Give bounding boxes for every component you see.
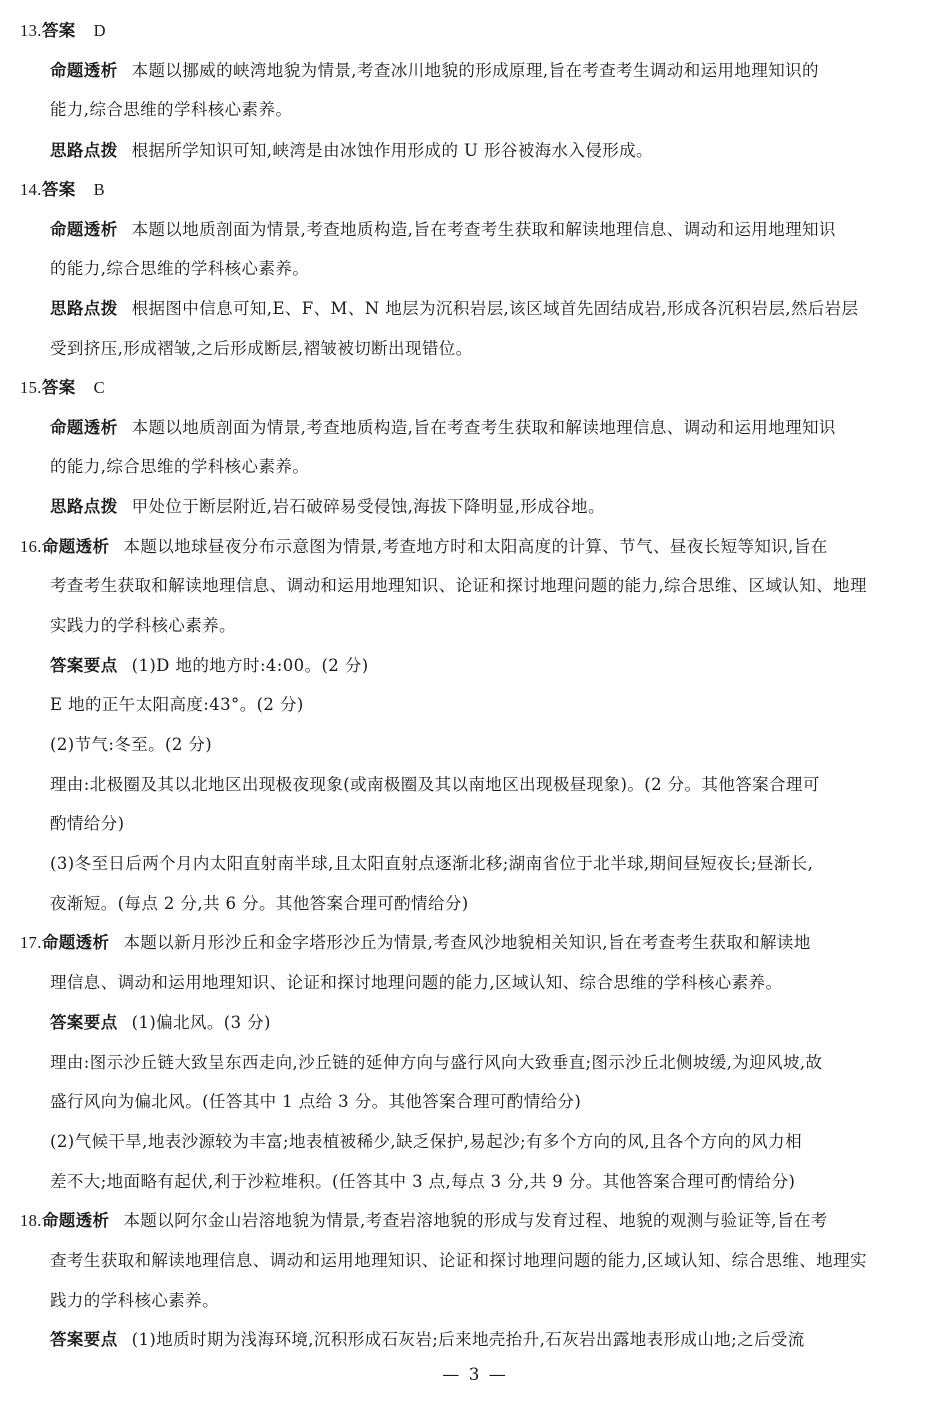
q18-analysis-line-1 xyxy=(20,1210,828,1232)
q18-key-first: (1)地质时期为浅海环境,沉积形成石灰岩;后来地壳抬升,石灰岩出露地表形成山地;之后受流 xyxy=(131,1330,805,1349)
q13-hint-line-1 xyxy=(50,140,653,162)
q13-hint-label: 思路点拨 xyxy=(50,141,118,160)
q16-key-line-4: 理由:北极圈及其以北地区出现极夜现象(或南极圈及其以南地区出现极昼现象)。(2 分。其他答案合理可 xyxy=(50,775,820,794)
q16-key-line-6: (3)冬至日后两个月内太阳直射南半球,且太阳直射点逐渐北移;湖南省位于北半球,期间昼短夜长;昼渐长, xyxy=(50,854,814,873)
page-number: — 3 — xyxy=(442,1365,508,1385)
q14-analysis-line-2: 的能力,综合思维的学科核心素养。 xyxy=(50,259,310,278)
q14-hint-text-1: 根据图中信息可知,E、F、M、N 地层为沉积岩层,该区域首先固结成岩,形成各沉积岩层,然后岩层 xyxy=(131,299,859,318)
q16-analysis-label: 命题透析 xyxy=(41,537,110,556)
q14-analysis-label: 命题透析 xyxy=(50,220,118,239)
q16-key-label: 答案要点 xyxy=(50,656,118,675)
q15-analysis-line-2: 的能力,综合思维的学科核心素养。 xyxy=(50,457,310,476)
q17-key-line-5: 差不大;地面略有起伏,利于沙粒堆积。(任答其中 3 点,每点 3 分,共 9 分。其他答案合理可酌情给分) xyxy=(50,1172,796,1191)
q18-analysis-text-1: 本题以阿尔金山岩溶地貌为情景,考查岩溶地貌的形成与发育过程、地貌的观测与验证等,旨在考 xyxy=(123,1211,828,1230)
q14-hint-label: 思路点拨 xyxy=(50,299,118,318)
q16-key-line-3: (2)节气:冬至。(2 分) xyxy=(50,735,213,754)
q16-key-line-2: E 地的正午太阳高度:43°。(2 分) xyxy=(50,695,304,714)
q13-number: 13. xyxy=(20,21,42,40)
q13-answer-line xyxy=(20,20,106,42)
q15-analysis-label: 命题透析 xyxy=(50,418,118,437)
q17-key-first: (1)偏北风。(3 分) xyxy=(131,1013,271,1032)
q13-analysis-line-1 xyxy=(50,60,819,82)
q16-analysis-line-3: 实践力的学科核心素养。 xyxy=(50,616,236,635)
q15-hint-label: 思路点拨 xyxy=(50,497,118,516)
q16-key-line-7: 夜渐短。(每点 2 分,共 6 分。其他答案合理可酌情给分) xyxy=(50,894,469,913)
q13-analysis-line-2: 能力,综合思维的学科核心素养。 xyxy=(50,100,293,119)
q17-key-line-4: (2)气候干旱,地表沙源较为丰富;地表植被稀少,缺乏保护,易起沙;有多个方向的风,且各个方向的风力相 xyxy=(50,1132,802,1151)
q18-analysis-line-2: 查考生获取和解读地理信息、调动和运用地理知识、论证和探讨地理问题的能力,区域认知、综合思维、地理实 xyxy=(50,1251,867,1270)
q14-analysis-line-1 xyxy=(50,219,836,241)
q15-answer-label: 答案 xyxy=(41,378,76,397)
q17-key-line-3: 盛行风向为偏北风。(任答其中 1 点给 3 分。其他答案合理可酌情给分) xyxy=(50,1092,582,1111)
q15-answer-line xyxy=(20,377,105,399)
q14-answer-line xyxy=(20,179,105,201)
q16-key-line-1 xyxy=(50,655,369,677)
q16-analysis-line-1 xyxy=(20,536,828,558)
q13-hint-text-1: 根据所学知识可知,峡湾是由冰蚀作用形成的 U 形谷被海水入侵形成。 xyxy=(131,141,653,160)
q16-number: 16. xyxy=(20,537,42,556)
q17-number: 17. xyxy=(20,933,42,952)
q15-analysis-line-1 xyxy=(50,417,836,439)
q16-analysis-line-2: 考查考生获取和解读地理信息、调动和运用地理知识、论证和探讨地理问题的能力,综合思维、区域认知、地理 xyxy=(50,576,867,595)
q14-hint-line-1 xyxy=(50,298,858,320)
q14-answer-value: B xyxy=(93,180,106,199)
q18-analysis-line-3: 践力的学科核心素养。 xyxy=(50,1291,219,1310)
q17-analysis-line-1 xyxy=(20,932,811,954)
q15-hint-line-1 xyxy=(50,496,605,518)
q18-key-label: 答案要点 xyxy=(50,1330,118,1349)
q15-analysis-text-1: 本题以地质剖面为情景,考查地质构造,旨在考查考生获取和解读地理信息、调动和运用地理知识 xyxy=(131,418,836,437)
q13-analysis-label: 命题透析 xyxy=(50,61,118,80)
q17-key-label: 答案要点 xyxy=(50,1013,118,1032)
q16-key-line-5: 酌情给分) xyxy=(50,814,125,833)
q14-answer-label: 答案 xyxy=(41,180,76,199)
q14-number: 14. xyxy=(20,180,42,199)
q17-analysis-line-2: 理信息、调动和运用地理知识、论证和探讨地理问题的能力,区域认知、综合思维的学科核心素养。 xyxy=(50,973,783,992)
q18-analysis-label: 命题透析 xyxy=(41,1211,110,1230)
q17-analysis-label: 命题透析 xyxy=(41,933,110,952)
q17-key-line-1 xyxy=(50,1012,271,1034)
q13-answer-value: D xyxy=(93,21,106,40)
q18-number: 18. xyxy=(20,1211,42,1230)
q17-analysis-text-1: 本题以新月形沙丘和金字塔形沙丘为情景,考查风沙地貌相关知识,旨在考查考生获取和解读地 xyxy=(123,933,811,952)
q15-number: 15. xyxy=(20,378,42,397)
q14-hint-line-2: 受到挤压,形成褶皱,之后形成断层,褶皱被切断出现错位。 xyxy=(50,339,473,358)
q17-key-line-2: 理由:图示沙丘链大致呈东西走向,沙丘链的延伸方向与盛行风向大致垂直;图示沙丘北侧坡缓,为迎风坡,故 xyxy=(50,1053,823,1072)
q16-key-first: (1)D 地的地方时:4:00。(2 分) xyxy=(131,656,369,675)
q18-key-line-1 xyxy=(50,1329,805,1351)
q13-analysis-text-1: 本题以挪威的峡湾地貌为情景,考查冰川地貌的形成原理,旨在考查考生调动和运用地理知识的 xyxy=(131,61,819,80)
q16-analysis-text-1: 本题以地球昼夜分布示意图为情景,考查地方时和太阳高度的计算、节气、昼夜长短等知识,旨在 xyxy=(123,537,828,556)
q13-answer-label: 答案 xyxy=(41,21,76,40)
q15-answer-value: C xyxy=(93,378,106,397)
q15-hint-text-1: 甲处位于断层附近,岩石破碎易受侵蚀,海拔下降明显,形成谷地。 xyxy=(131,497,605,516)
q14-analysis-text-1: 本题以地质剖面为情景,考查地质构造,旨在考查考生获取和解读地理信息、调动和运用地理知识 xyxy=(131,220,836,239)
